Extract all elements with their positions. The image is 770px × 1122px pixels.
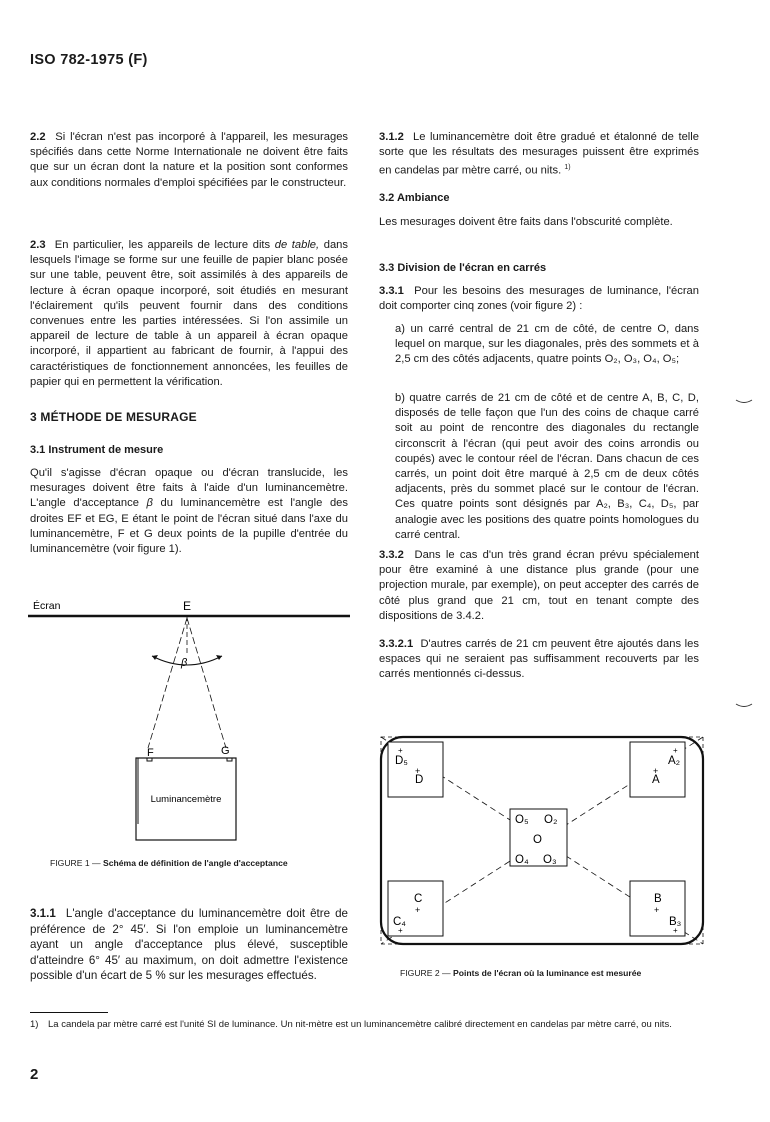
clause-number: 2.3 [30, 239, 46, 251]
figure-1-caption [50, 858, 288, 868]
clause-text: du luminancemètre est l'angle des droites EF et EG, E étant le point de l'écran situé dans l'axe du luminancemètre, F et G deux points de la pupille d'entrée du luminancemètre (voir figure 1). [30, 497, 348, 556]
paragraph-2-3 [30, 238, 348, 390]
clause-number: 3.1.2 [379, 131, 404, 143]
paragraph-3-3-1-b: b) quatre carrés de 21 cm de côté et de centre A, B, C, D, disposés de telle façon que l'un des coins de chaque carré soit au point de rencontre des diagonales du rectangle circonscrit à l'écran (qui peut avoir des coins arrondis ou coupés) avec le contour réel de l'écran. Dans chacun de ces carrés, un point doit être marqué à 2,5 cm de deux côtés adjacents, près du sommet placé sur le contour de l'écran. Ces quatre points sont désignés par A₂, B₃, C₄, D₅, par analogie avec les positions des quatre points homologues du carré central. [395, 392, 699, 541]
beta-symbol: β [146, 497, 153, 510]
label-a2: A₂ [668, 755, 681, 767]
point-e-label: E [183, 599, 192, 613]
footnote-text: La candela par mètre carré est l'unité SI de luminance. Un nit-mètre est un luminancemètre calibré directement en candelas par mètre carré, ou nits. [48, 1019, 672, 1030]
section-heading-3-3: 3.3 Division de l'écran en carrés [379, 262, 547, 274]
paragraph-3-1-1 [30, 906, 348, 984]
paragraph-3-2: Les mesurages doivent être faits dans l'obscurité complète. [379, 216, 673, 228]
figure-2-diagram [376, 732, 710, 948]
footnote [30, 1018, 710, 1031]
luminancemeter-label: Luminancemètre [150, 794, 222, 805]
paragraph-3-3-1 [379, 284, 699, 314]
footnote-ref: 1) [564, 164, 571, 172]
label-o2: O₂ [544, 814, 558, 826]
label-o4: O₄ [515, 854, 529, 866]
page-number: 2 [30, 1066, 39, 1083]
svg-text:+: + [415, 905, 421, 915]
point-g-label: G [221, 745, 230, 757]
clause-number: 2.2 [30, 131, 46, 143]
label-a: A [652, 774, 660, 786]
paragraph-3-3-2 [379, 548, 699, 624]
beta-label: β [181, 657, 188, 669]
caption-prefix: FIGURE 2 — [400, 968, 454, 978]
svg-text:+: + [673, 746, 678, 755]
clause-number: 3.3.2 [379, 549, 404, 561]
arc-arrow-left [152, 655, 158, 660]
label-b: B [654, 893, 662, 905]
document-header: ISO 782-1975 (F) [30, 52, 148, 68]
italic-term: de table, [274, 239, 320, 251]
caption-title: Points de l'écran où la luminance est mesurée [453, 968, 642, 978]
clause-text: Pour les besoins des mesurages de luminance, l'écran doit comporter cinq zones (voir figure 2) : [379, 285, 699, 313]
arc-arrow-right [216, 655, 222, 660]
paragraph-3-1 [30, 466, 348, 557]
ecran-label: Écran [33, 600, 61, 612]
label-c: C [414, 893, 423, 905]
svg-text:+: + [653, 766, 659, 776]
paragraph-2-2 [30, 130, 348, 191]
clause-number: 3.3.1 [379, 285, 404, 297]
svg-text:+: + [673, 926, 678, 935]
clause-text: Le luminancemètre doit être gradué et étalonné de telle sorte que les résultats des mesurages puissent être exprimés en candelas par mètre carré, ou nits. [379, 131, 699, 178]
label-d5: D₅ [395, 755, 408, 767]
line-ef [148, 618, 187, 748]
line-eg [187, 618, 226, 748]
label-b3: B₃ [669, 916, 682, 928]
svg-text:+: + [654, 905, 660, 915]
footnote-rule [30, 1012, 108, 1013]
point-f-label: F [147, 747, 154, 759]
clause-text: En particulier, les appareils de lecture dits [54, 239, 275, 251]
clause-text: Dans le cas d'un très grand écran prévu spécialement pour être examiné à une distance plus grande (pour une projection murale, par exemple), on peut accepter des carrés de côté plus grand que 21 cm, tout en tenant compte des dispositions de 3.4.2. [379, 549, 699, 622]
paragraph-3-1-2 [379, 130, 699, 179]
margin-mark [734, 396, 754, 408]
clause-text: dans lesquels l'image se forme sur une feuille de papier blanc posée sur une table, peuvent être, soit assimilés à des appareils de lecture à écran opaque incorporé, soit étudiés en mesurant l'éclairement qu'ils peuvent fournir dans des conditions convenues entre les parties intéressées. Si l'on assimile un appareil de lecture de table à un appareil à écran opaque incorporé, il appartient au fabricant de fournir, à l'appui des caractéristiques de fonctionnement annoncées, les feuilles de papier qui en permettent la vérification. [30, 239, 348, 388]
clause-text: L'angle d'acceptance du luminancemètre doit être de préférence de 2° 45′. Si l'on emploie un luminancemètre ayant un angle d'acceptance plus élevé, susceptible d'atteindre 6° 45′ au maximum, on doit admettre l'existence possible d'un écart de 5 % sur les mesurages effectués. [30, 907, 348, 983]
paragraph-3-3-1-a: a) un carré central de 21 cm de côté, de centre O, dans lequel on marque, sur les diagonales, près des sommets et à 2,5 cm des côtés adjacents, quatre points O₂, O₃, O₄, O₅; [395, 323, 699, 366]
clause-text: D'autres carrés de 21 cm peuvent être ajoutés dans les espaces qui ne seraient pas suffisamment recouverts par les carrés mentionnés ci-dessus. [379, 638, 699, 681]
figure-1-diagram [28, 596, 352, 805]
clause-text: Si l'écran n'est pas incorporé à l'appareil, les mesurages spécifiés dans cette Norme Internationale ne doivent être faits que sur un écran dont la nature et la position sont conformes aux conditions normales d'emploi spécifiées par le constructeur. [30, 131, 349, 189]
clause-text: Qu'il s'agisse d'écran opaque ou d'écran translucide, les mesurages doivent être faits à l'aide d'un luminancemètre. L'angle d'acceptance [30, 467, 348, 510]
figure-2-caption [400, 968, 641, 978]
paragraph-3-3-2-1 [379, 637, 699, 683]
label-c4: C₄ [393, 916, 406, 928]
label-o5: O₅ [515, 814, 529, 826]
label-d: D [415, 774, 424, 786]
margin-mark [734, 700, 754, 712]
label-o: O [533, 834, 542, 846]
clause-number: 3.3.2.1 [379, 638, 414, 650]
label-o3: O₃ [543, 854, 557, 866]
caption-title: Schéma de définition de l'angle d'acceptance [103, 858, 288, 868]
svg-text:+: + [398, 926, 403, 935]
clause-number: 3.1.1 [30, 907, 56, 920]
section-heading-3-1: 3.1 Instrument de mesure [30, 444, 164, 456]
section-heading-3-2: 3.2 Ambiance [379, 192, 450, 204]
footnote-mark: 1) [30, 1019, 39, 1030]
svg-text:+: + [415, 766, 421, 776]
caption-prefix: FIGURE 1 — [50, 858, 104, 868]
svg-text:+: + [398, 746, 403, 755]
section-heading-3: 3 MÉTHODE DE MESURAGE [30, 410, 197, 424]
